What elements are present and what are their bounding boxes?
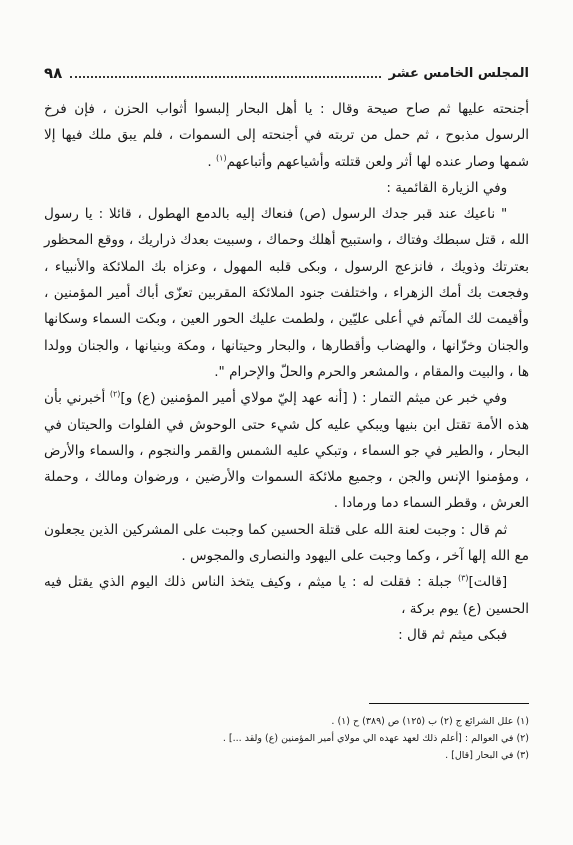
- footnote-ref-1[interactable]: (١): [216, 153, 227, 163]
- paragraph-2: وفي الزيارة القائمية :: [386, 179, 508, 196]
- footnote-ref-3[interactable]: (٣): [457, 573, 469, 583]
- footnote-separator: [369, 703, 529, 704]
- footnote-2: (٢) في العوالم : [أعلم ذلك لعهد عهده الي مولاي أمير المؤمنين (ع) ولقد ...] .: [222, 733, 529, 744]
- main-text: [44, 96, 529, 648]
- chapter-title: المجلس الخامس عشر: [388, 65, 529, 81]
- page-header: [44, 62, 529, 84]
- paragraph-3: " ناعيك عند قبر جدك الرسول (ص) فنعاك إليه بالدمع الهطول ، قائلا : يا رسول الله ، قتل سبطك وفتاك ، واستبيح أهلك وحماك ، وسبيت بعدك ذراريك ، ووقع المحظور بعترتك وذويك ، فانزعج الرسول ، وبكى قلبه المهول ، وعزاه بك الملائكة والأنبياء ، وفجعت بك أمك الزهراء ، واختلفت جنود الملائكة المقربين تعزّى أباك أمير المؤمنين ، وأقيمت لك المآتم في أعلى عليّين ، ولطمت عليك الحور العين ، وبكت السماء وسكانها والجنان وخزّانها ، والهضاب وأقطارها ، والبحار وحيتانها ، ومكة وبنيانها ، والجنان وولدا ها ، والبيت والمقام ، والمشعر والحرم والحلّ والإحرام ".: [44, 206, 529, 380]
- page-number: ٩٨: [44, 64, 63, 82]
- paragraph-7: فبكى ميثم ثم قال :: [398, 626, 508, 643]
- paragraph-6: [قالت]$^{(٣)}$ جبلة : فقلت له : يا ميثم ، وكيف يتخذ الناس ذلك اليوم الذي يقتل فيه الحسين (ع) يوم بركة ،: [44, 573, 529, 617]
- footnote-3: (٣) في البحار [قال] .: [445, 750, 529, 761]
- footnote-1: (١) علل الشرائع ج (٢) ب (١٢٥) ص (٣٨٩) ح (١) .: [331, 716, 529, 727]
- paragraph-5: ثم قال : وجبت لعنة الله على قتلة الحسين كما وجبت على المشركين الذين يجعلون مع الله إلها آخر ، وكما وجبت على اليهود والنصارى والمجوس .: [44, 521, 529, 565]
- header-dotted-leader: [70, 68, 380, 78]
- paragraph-1: أجنحته عليها ثم صاح صيحة وقال : يا أهل البحار إلبسوا أثواب الحزن ، فإن فرخ الرسول مذبوح ، ثم حمل من تربته في أجنحته إلى السموات ، فلم يبق ملك فيها إلا شمها وصار عنده لها أثر ولعن قتلته وأشياعهم وأتباعهم$^{(١)}$ .: [44, 101, 529, 170]
- paragraph-4: وفي خبر عن ميثم التمار : ( [أنه عهد إليّ مولاي أمير المؤمنين (ع) و]$^{(٢)}$ أخبرني بأن هذه الأمة تقتل ابن بنيها ويبكي عليه كل شيء حتى الوحوش في الفلوات والحيتان في البحار ، والطير في جو السماء ، وتبكي عليه الشمس والقمر والنجوم ، والسماء والأرض ، ومؤمنوا الإنس والجن ، وجميع ملائكة السموات والأرضين ، ورضوان ومالك ، وحملة العرش ، وقطر السماء دما ورمادا .: [44, 389, 529, 512]
- footnotes: [44, 713, 529, 764]
- footnote-ref-2[interactable]: (٢): [109, 389, 121, 399]
